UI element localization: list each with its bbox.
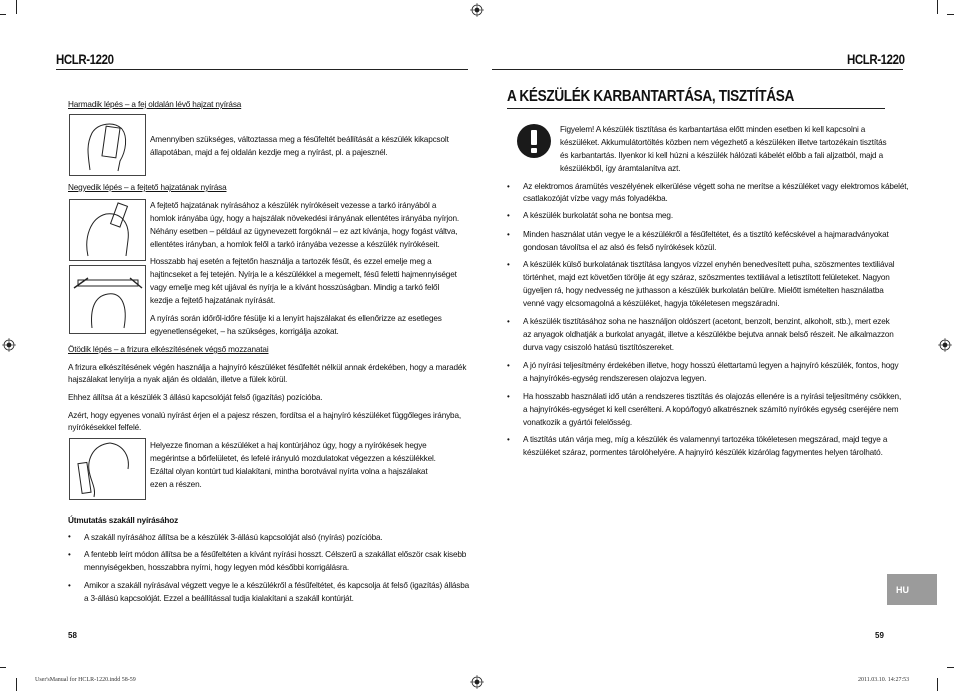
care-item-6-2: vonatkozik a gyártói felelősség. [523, 418, 632, 427]
illustration-side-hair [69, 114, 146, 176]
step4-p2-3: kezdje a fejtető hajzatának nyírását. [150, 296, 276, 305]
bullet: • [507, 182, 510, 191]
crop-mark [937, 0, 938, 14]
head-profile-icon [70, 115, 145, 175]
step5-p3-1: nyírókésekkel felfelé. [68, 423, 142, 432]
step4-title: Negyedik lépés – a fejtető hajzatának nyírása [68, 183, 227, 192]
step5-p4-3: ezen a részen. [150, 480, 202, 489]
beard-title: Útmutatás szakáll nyírásához [68, 516, 179, 525]
beard-item-1-1: mennyiségekben, hosszabbra nyírni, hogy legyen mód későbbi korrigálásra. [84, 563, 350, 572]
crop-mark [937, 678, 938, 691]
care-item-7-0: A tisztítás után várja meg, míg a készülék és valamennyi tartozéka tökéletesen megszárad, majd tegye a [523, 435, 888, 444]
beard-item-0-0: A szakáll nyírásához állítsa be a készülék 3-állású kapcsolóját alsó (nyírás) pozícióba. [84, 533, 383, 542]
header-rule-left [56, 69, 468, 70]
page-number-left: 58 [68, 631, 77, 640]
beard-item-1-0: A fentebb leírt módon állítsa be a fésűfeltéten a kívánt nyírási hosszt. Célszerű a szakállat először csak kisebb [84, 550, 467, 559]
warning-exclamation-icon [517, 124, 551, 158]
beard-item-2-0: Amikor a szakáll nyírásával végzett vegye le a készülékről a fésűfeltétet, és kapcsolja át felső (igazítás) állásba [84, 581, 470, 590]
step4-p1-3: ellentétes irányban, a homlok felől a tarkó irányába vezesse a készülék nyírókéseit. [150, 240, 440, 249]
beard-item-2-1: a 3-állású kapcsolóját. Ezzel a beállítással tudja kialakítani a szakáll kontúrját. [84, 594, 354, 603]
crop-mark [16, 678, 17, 691]
step4-p2-0: Hosszabb haj esetén a fejtetőn használja a tartozék fésűt, és ezzel emelje meg a [150, 257, 432, 266]
crop-mark [947, 667, 954, 668]
step5-p2: Ehhez állítsa át a készülék 3 állású kapcsolóját felső (igazítás) pozícióba. [68, 393, 323, 402]
page-heading: A KÉSZÜLÉK KARBANTARTÁSA, TISZTÍTÁSA [507, 88, 794, 105]
language-tab-label: HU [896, 585, 909, 595]
crop-mark [947, 14, 954, 15]
footer-timestamp: 2011.03.10. 14:27:53 [858, 677, 910, 683]
care-item-3-3: venné vagy elcsomagolná a készüléket, hagyja tökéletesen megszáradni. [523, 299, 780, 308]
bullet: • [68, 581, 71, 590]
bullet: • [507, 392, 510, 401]
step5-p4-2: Ezáltal olyan kontúrt tud kialakítani, mintha borotvával nyírta volna a hajszálakat [150, 467, 428, 476]
care-item-0-1: csatlakozóját vízbe vagy más folyadékba. [523, 194, 668, 203]
warning-text-1: készüléket. Akkumulátortöltés közben nem végezhető a készüléken illetve tartozékain tisztítás [560, 138, 887, 147]
page-number-right: 59 [875, 631, 884, 640]
step5-p1-1: hajszálakat lenyírja a nyak alján és oldalán, illetve a fülek körül. [68, 375, 288, 384]
bullet: • [507, 260, 510, 269]
heading-rule [507, 108, 885, 109]
care-item-2-0: Minden használat után vegye le a készülékről a fésűfeltétet, és a tisztító kefécskével a hajmaradványokat [523, 230, 889, 239]
illustration-comb-lift [69, 265, 146, 334]
warning-text-3: készülékből, így áramtalanítva azt. [560, 164, 681, 173]
bullet: • [68, 550, 71, 559]
step4-p3-0: A nyírás során időről-időre fésülje ki a lenyírt hajszálakat és ellenőrizze az esetleges [150, 314, 442, 323]
bullet: • [68, 532, 71, 541]
hands-comb-icon [70, 266, 145, 333]
care-item-5-0: A jó nyírási teljesítmény érdekében illetve, hogy hosszú élettartamú legyen a hajnyíró készülék, fontos, hogy [523, 361, 899, 370]
care-item-4-0: A készülék tisztításához soha ne használjon oldószert (acetont, benzolt, benzint, alkoholt, stb.), mert ezek [523, 317, 890, 326]
care-item-6-0: Ha hosszabb használati idő után a rendszeres tisztítás és olajozás ellenére is a nyírási teljesítmény csökken, [523, 392, 902, 401]
step4-p2-1: hajtincseket a fej tetején. Nyírja le a készülékkel a megemelt, fésű feletti hajmennyiséget [150, 270, 457, 279]
care-item-4-1: az anyagok oldhatják a burkolat anyagát, illetve a készülékbe bejutva annak belső részeit. Ne alkalmazzon [523, 330, 894, 339]
care-item-3-1: történhet, majd ezt követően törölje át egy száraz, szöszmentes textiliával a letisztított felületeket. Nagyon [523, 273, 890, 282]
care-item-6-1: a hajnyírókés-egységet ki kell cserélteni. A kopó/fogyó alkatrésznek számító nyírókés egység cseréjére nem [523, 405, 899, 414]
crop-mark [16, 0, 17, 14]
step3-text-0: Amennyiben szükséges, változtassa meg a fésűfeltét beállítását a készülék kikapcsolt [150, 135, 449, 144]
registration-mark-icon [470, 3, 484, 17]
care-item-4-2: durva vagy csiszoló hatású tisztítószereket. [523, 343, 674, 352]
language-tab [887, 574, 937, 605]
step3-text-1: állapotában, majd a fej oldalán kezdje meg a nyírást, pl. a pajesznél. [150, 148, 388, 157]
step4-p1-2: Néhány esetben – például az ügynevezett forgóknál – ez azt kívánja, hogy fogást váltva, [150, 227, 458, 236]
step3-title: Harmadik lépés – a fej oldalán lévő hajzat nyírása [68, 100, 242, 109]
step5-p1-0: A frizura elkészítésének végén használja a hajnyíró készüléket fésűfeltét nélkül annak érdekében, hogy a maradék [68, 363, 467, 372]
care-item-2-1: gondosan távolítsa el az alsó és felső nyírókések közül. [523, 243, 717, 252]
care-item-1-0: A készülék burkolatát soha ne bontsa meg. [523, 211, 673, 220]
illustration-contour-trim [69, 438, 146, 500]
crop-mark [0, 667, 6, 668]
step4-p1-1: homlok irányába úgy, hogy a hajszálak növekedési irányának ellentétes irányába nyírjon. [150, 214, 460, 223]
model-name-right: HCLR-1220 [847, 51, 905, 67]
warning-text-0: Figyelem! A készülék tisztítása és karbantartása előtt minden esetben ki kell kapcsolni a [560, 125, 866, 134]
bullet: • [507, 435, 510, 444]
head-back-icon [70, 200, 145, 260]
step5-p4-0: Helyezze finoman a készüléket a haj kontúrjához úgy, hogy a nyírókések hegye [150, 441, 427, 450]
model-name-left: HCLR-1220 [56, 51, 114, 67]
bullet: • [507, 361, 510, 370]
face-sideburn-icon [70, 439, 145, 499]
step5-title: Ötödik lépés – a frizura elkészítésének végső mozzanatai [68, 345, 269, 354]
step5-p3-0: Azért, hogy egyenes vonalú nyírást érjen el a pajesz részen, fordítsa el a hajnyíró készüléket függőleges irányba, [68, 411, 461, 420]
bullet: • [507, 317, 510, 326]
step4-p2-2: vagy emelje meg két ujjával és nyírja le a kívánt hosszúságban. Mindig a tarkó felől [150, 283, 440, 292]
step4-p1-0: A fejtető hajzatának nyírásához a készülék nyírókéseit vezesse a tarkó irányából a [150, 201, 437, 210]
care-item-5-1: a hajnyírókés-egység rendszeresen olajozva legyen. [523, 374, 707, 383]
care-item-3-0: A készülék külső burkolatának tisztítása langyos vízzel enyhén benedvesített puha, szöszmentes textiliával [523, 260, 895, 269]
care-item-3-2: ügyeljen rá, hogy nedvesség ne juthasson a készülék burkolatán belülre. Mielőtt ismételten használatba [523, 286, 884, 295]
registration-mark-icon [470, 675, 484, 689]
step5-p4-1: megérintse a bőrfelületet, és lefelé irányuló mozdulatokat végezzen a készülékkel. [150, 454, 436, 463]
illustration-crown-nape [69, 199, 146, 261]
footer-filename: User'sManual for HCLR-1220.indd 58-59 [35, 677, 136, 683]
bullet: • [507, 230, 510, 239]
crop-mark [0, 14, 6, 15]
care-item-0-0: Az elektromos áramütés veszélyének elkerülése végett soha ne merítse a készüléket vagy elektromos kábelét, [523, 182, 909, 191]
warning-text-2: és karbantartás. Ilyenkor ki kell húzni a készülék hálózati kábelét előbb a fali aljzatból, majd a [560, 151, 883, 160]
step4-p3-1: egyenetlenségeket, – ha szükséges, korrigálja azokat. [150, 327, 339, 336]
registration-mark-icon [2, 338, 16, 352]
registration-mark-icon [938, 338, 952, 352]
header-rule-right [492, 69, 903, 70]
care-item-7-1: készüléket száraz, pormentes tárolóhelyére. A hajnyíró készülék kizárólag fagymentes helyen tárolható. [523, 448, 883, 457]
bullet: • [507, 211, 510, 220]
